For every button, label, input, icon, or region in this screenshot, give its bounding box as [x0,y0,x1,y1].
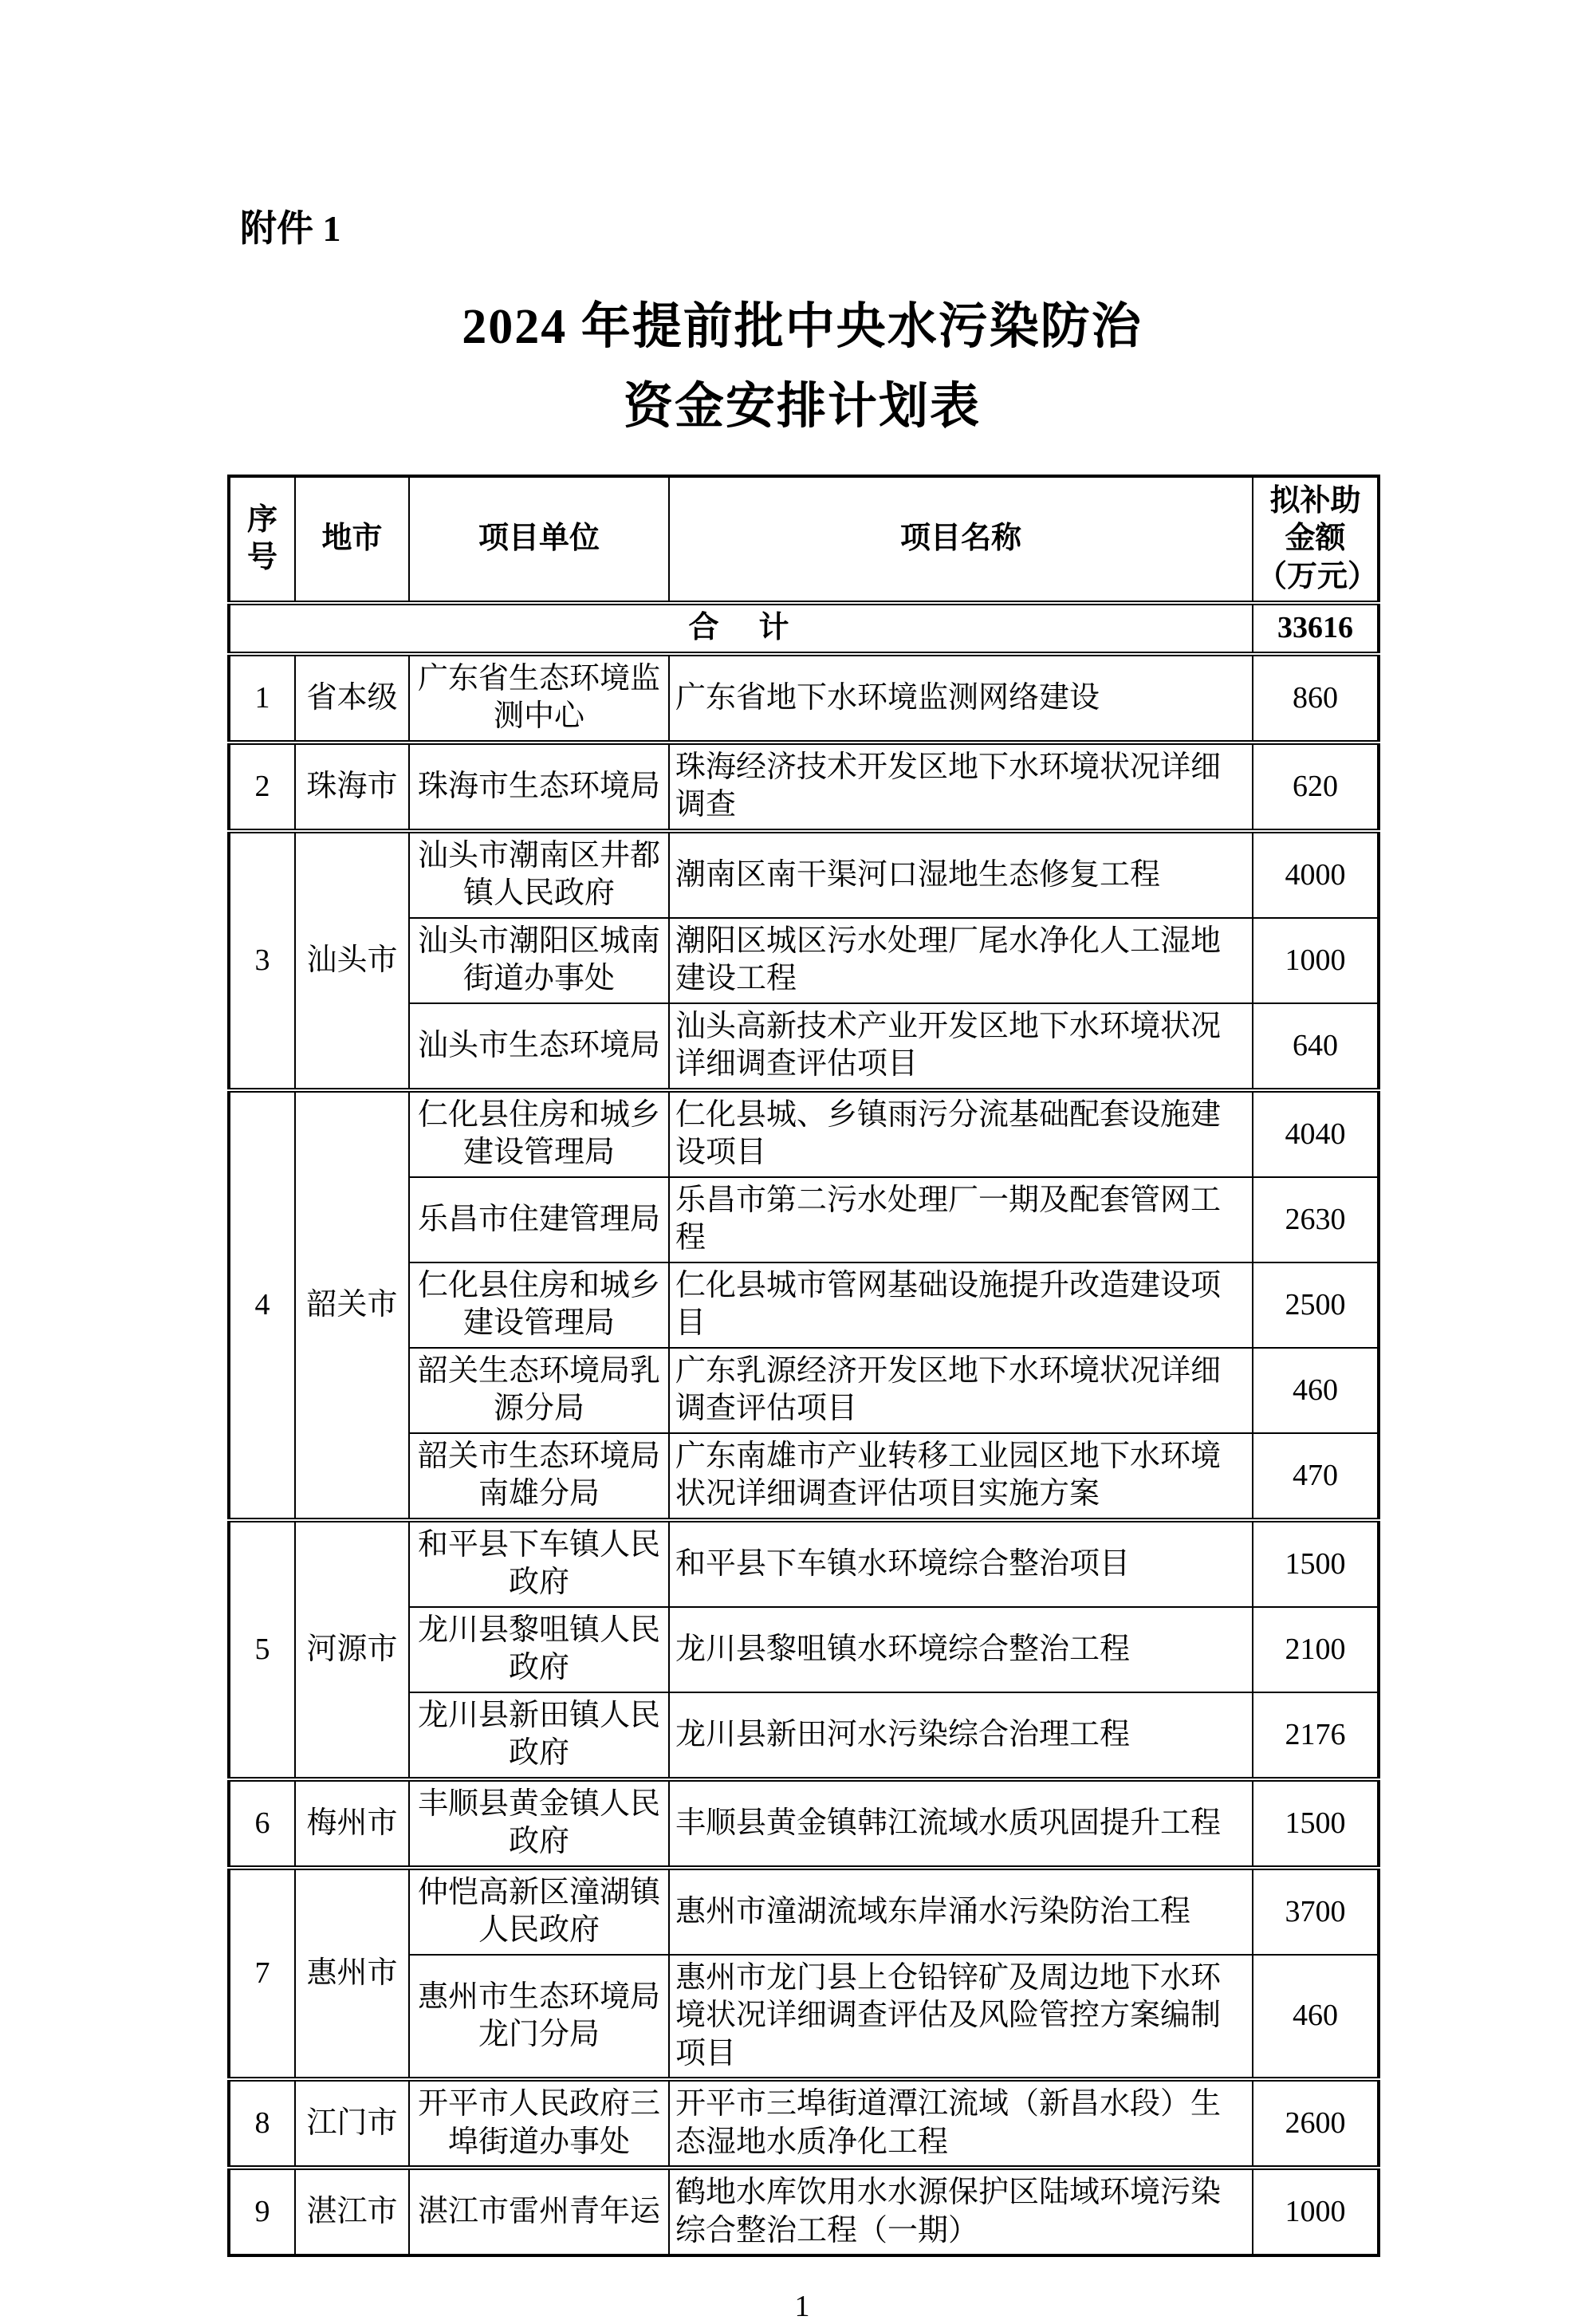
table-row [229,831,1379,918]
amount-cell: 2500 [1253,1262,1379,1348]
total-amount: 33616 [1253,603,1379,654]
city-cell: 省本级 [295,654,409,742]
amount-cell: 1000 [1253,918,1379,1003]
seq-cell: 5 [229,1520,295,1779]
amount-cell: 2630 [1253,1177,1379,1262]
attachment-label: 附件 1 [240,208,341,249]
col-header-seq: 序号 [229,476,295,604]
table-row [229,1520,1379,1607]
city-cell: 湛江市 [295,2168,409,2255]
amount-cell: 4000 [1253,831,1379,918]
amount-cell: 1500 [1253,1779,1379,1868]
project-cell: 丰顺县黄金镇韩江流域水质巩固提升工程 [669,1779,1253,1868]
seq-cell: 2 [229,742,295,831]
seq-cell: 8 [229,2079,295,2168]
project-cell: 珠海经济技术开发区地下水环境状况详细调查 [669,742,1253,831]
table-row [229,654,1379,742]
title-line-2: 资金安排计划表 [623,380,981,435]
unit-cell: 珠海市生态环境局 [409,742,669,831]
amount-cell: 1000 [1253,2168,1379,2255]
project-cell: 广东省地下水环境监测网络建设 [669,654,1253,742]
project-cell: 仁化县城、乡镇雨污分流基础配套设施建设项目 [669,1090,1253,1177]
amount-cell: 2176 [1253,1692,1379,1779]
seq-cell: 3 [229,831,295,1090]
title-line-1: 2024 年提前批中央水污染防治 [462,300,1143,354]
city-cell: 河源市 [295,1520,409,1779]
project-cell: 和平县下车镇水环境综合整治项目 [669,1520,1253,1607]
unit-cell: 和平县下车镇人民政府 [409,1520,669,1607]
city-cell: 珠海市 [295,742,409,831]
seq-cell: 1 [229,654,295,742]
amount-cell: 4040 [1253,1090,1379,1177]
project-cell: 汕头高新技术产业开发区地下水环境状况详细调查评估项目 [669,1003,1253,1090]
project-cell: 仁化县城市管网基础设施提升改造建设项目 [669,1262,1253,1348]
col-header-unit: 项目单位 [409,476,669,604]
amount-cell: 860 [1253,654,1379,742]
col-header-project: 项目名称 [669,476,1253,604]
table-row [229,2079,1379,2168]
seq-cell: 7 [229,1868,295,2080]
project-cell: 惠州市龙门县上仓铅锌矿及周边地下水环境状况详细调查评估及风险管控方案编制项目 [669,1955,1253,2080]
unit-cell: 湛江市雷州青年运 [409,2168,669,2255]
unit-cell: 韶关生态环境局乳源分局 [409,1348,669,1433]
project-cell: 鹤地水库饮用水水源保护区陆域环境污染综合整治工程（一期） [669,2168,1253,2255]
seq-cell: 6 [229,1779,295,1868]
table-row [229,1090,1379,1177]
seq-cell: 9 [229,2168,295,2255]
unit-cell: 仁化县住房和城乡建设管理局 [409,1262,669,1348]
city-cell: 韶关市 [295,1090,409,1520]
amount-cell: 470 [1253,1433,1379,1520]
amount-cell: 2600 [1253,2079,1379,2168]
project-cell: 惠州市潼湖流域东岸涌水污染防治工程 [669,1868,1253,1955]
unit-cell: 龙川县新田镇人民政府 [409,1692,669,1779]
seq-cell: 4 [229,1090,295,1520]
unit-cell: 仁化县住房和城乡建设管理局 [409,1090,669,1177]
amount-cell: 640 [1253,1003,1379,1090]
unit-cell: 韶关市生态环境局南雄分局 [409,1433,669,1520]
project-cell: 龙川县黎咀镇水环境综合整治工程 [669,1607,1253,1692]
funding-table [227,475,1380,2258]
total-row [229,603,1379,654]
project-cell: 潮南区南干渠河口湿地生态修复工程 [669,831,1253,918]
table-row [229,742,1379,831]
table-row [229,1779,1379,1868]
project-cell: 潮阳区城区污水处理厂尾水净化人工湿地建设工程 [669,918,1253,1003]
col-header-amount: 拟补助金额（万元） [1253,476,1379,604]
project-cell: 广东乳源经济开发区地下水环境状况详细调查评估项目 [669,1348,1253,1433]
project-cell: 广东南雄市产业转移工业园区地下水环境状况详细调查评估项目实施方案 [669,1433,1253,1520]
project-cell: 乐昌市第二污水处理厂一期及配套管网工程 [669,1177,1253,1262]
unit-cell: 汕头市潮南区井都镇人民政府 [409,831,669,918]
city-cell: 惠州市 [295,1868,409,2080]
amount-cell: 460 [1253,1348,1379,1433]
city-cell: 汕头市 [295,831,409,1090]
amount-cell: 620 [1253,742,1379,831]
city-cell: 梅州市 [295,1779,409,1868]
city-cell: 江门市 [295,2079,409,2168]
unit-cell: 汕头市生态环境局 [409,1003,669,1090]
unit-cell: 龙川县黎咀镇人民政府 [409,1607,669,1692]
unit-cell: 丰顺县黄金镇人民政府 [409,1779,669,1868]
unit-cell: 乐昌市住建管理局 [409,1177,669,1262]
amount-cell: 3700 [1253,1868,1379,1955]
header-row [229,476,1379,604]
unit-cell: 开平市人民政府三埠街道办事处 [409,2079,669,2168]
project-cell: 龙川县新田河水污染综合治理工程 [669,1692,1253,1779]
project-cell: 开平市三埠街道潭江流域（新昌水段）生态湿地水质净化工程 [669,2079,1253,2168]
table-row [229,2168,1379,2255]
amount-cell: 2100 [1253,1607,1379,1692]
total-label: 合 计 [229,603,1253,654]
document-title [227,287,1377,447]
table-row [229,1868,1379,1955]
unit-cell: 惠州市生态环境局龙门分局 [409,1955,669,2080]
unit-cell: 汕头市潮阳区城南街道办事处 [409,918,669,1003]
amount-cell: 1500 [1253,1520,1379,1607]
unit-cell: 广东省生态环境监测中心 [409,654,669,742]
amount-cell: 460 [1253,1955,1379,2080]
col-header-city: 地市 [295,476,409,604]
unit-cell: 仲恺高新区潼湖镇人民政府 [409,1868,669,1955]
page-number: 1 [794,2290,810,2324]
